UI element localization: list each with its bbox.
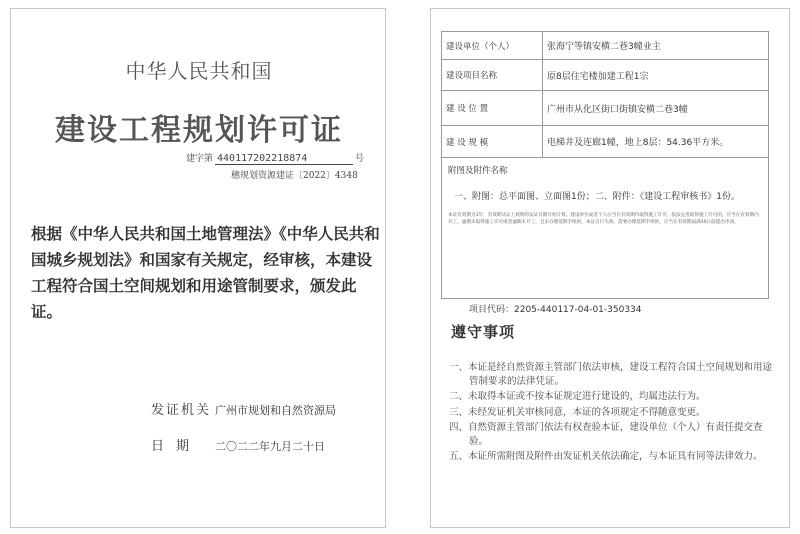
certificate-sub-number: 穗规划资源建证〔2022〕4348 <box>231 171 358 181</box>
notice-list <box>449 361 781 466</box>
row-label: 建 设 规 模 <box>442 126 543 158</box>
issuer-label: 发证机关 <box>151 403 212 418</box>
date-row <box>151 435 325 454</box>
date-label: 日期 <box>151 439 202 454</box>
project-info-table <box>441 31 769 299</box>
issuer-value: 广州市规划和自然资源局 <box>215 404 336 417</box>
date-value: 二〇二二年九月二十日 <box>215 440 325 453</box>
table-row <box>442 126 769 158</box>
certificate-title: 建设工程规划许可证 <box>55 113 343 148</box>
table-row <box>442 60 769 91</box>
table-row <box>442 91 769 126</box>
table-row <box>442 32 769 60</box>
list-item: 三、未经发证机关审核同意，本证的各项规定不得随意变更。 <box>449 406 706 418</box>
row-label: 建设单位（个人） <box>442 32 543 60</box>
project-code: 项目代码：2205-440117-04-01-350334 <box>469 305 642 315</box>
list-item: 二、未取得本证或不按本证规定进行建设的，均属违法行为。 <box>449 391 706 402</box>
attachments-label: 附图及附件名称 <box>448 166 508 176</box>
cert-suffix: 号 <box>355 154 365 164</box>
attachments-note: 本证有效期为1年，有效期从证上载明的发证日期开始计算。建设单位或者个人应当在有效期内取得施工许可，依法完善取得施工许可的，应当在有效期内开工。逾期未取得施工许可或者逾期未开工，且未办理延期手续的，本证自行失效。需要办理延期手续的，应当在有效期届满30日前提出申请。 <box>448 213 759 225</box>
list-item: 四、自然资源主管部门依法有权查验本证，建设单位（个人）有责任提交查验。 <box>449 422 763 447</box>
country-name: 中华人民共和国 <box>125 59 273 83</box>
row-label: 建设项目名称 <box>442 60 543 91</box>
certificate-number-row <box>186 151 364 165</box>
notice-title: 遵守事项 <box>451 323 516 341</box>
attachments-cell <box>442 158 769 299</box>
attachments-row <box>442 158 769 299</box>
list-item: 五、本证所需附图及附件由发证机关依法确定，与本证具有同等法律效力。 <box>449 451 763 462</box>
row-value: 张海宁等镇安横二巷3幢业主 <box>543 32 769 60</box>
certificate-body-text: 根据《中华人民共和国土地管理法》《中华人民共和国城乡规划法》和国家有关规定，经审核，本建设工程符合国土空间规划和用途管制要求，颁发此证。 <box>31 224 380 321</box>
issuer-row <box>151 399 336 418</box>
row-value: 广州市从化区街口街镇安横二巷3幢 <box>543 91 769 126</box>
cert-prefix: 建字第 <box>186 154 214 164</box>
certificate-number: 440117202218874 <box>215 153 353 165</box>
row-value: 原8层住宅楼加建工程1宗 <box>543 60 769 91</box>
row-label: 建 设 位 置 <box>442 91 543 126</box>
permit-details-page <box>430 8 790 528</box>
row-value: 电梯井及连廊1幢，地上8层：54.36平方米。 <box>543 126 769 158</box>
list-item: 一、本证是经自然资源主管部门依法审核，建设工程符合国土空间规划和用途管制要求的法律凭证。 <box>449 362 773 387</box>
permit-cover-page <box>10 8 386 528</box>
attachments-content: 一、附图：总平面图、立面图1份；二、附件：《建设工程审核书》1份。 <box>454 192 740 202</box>
